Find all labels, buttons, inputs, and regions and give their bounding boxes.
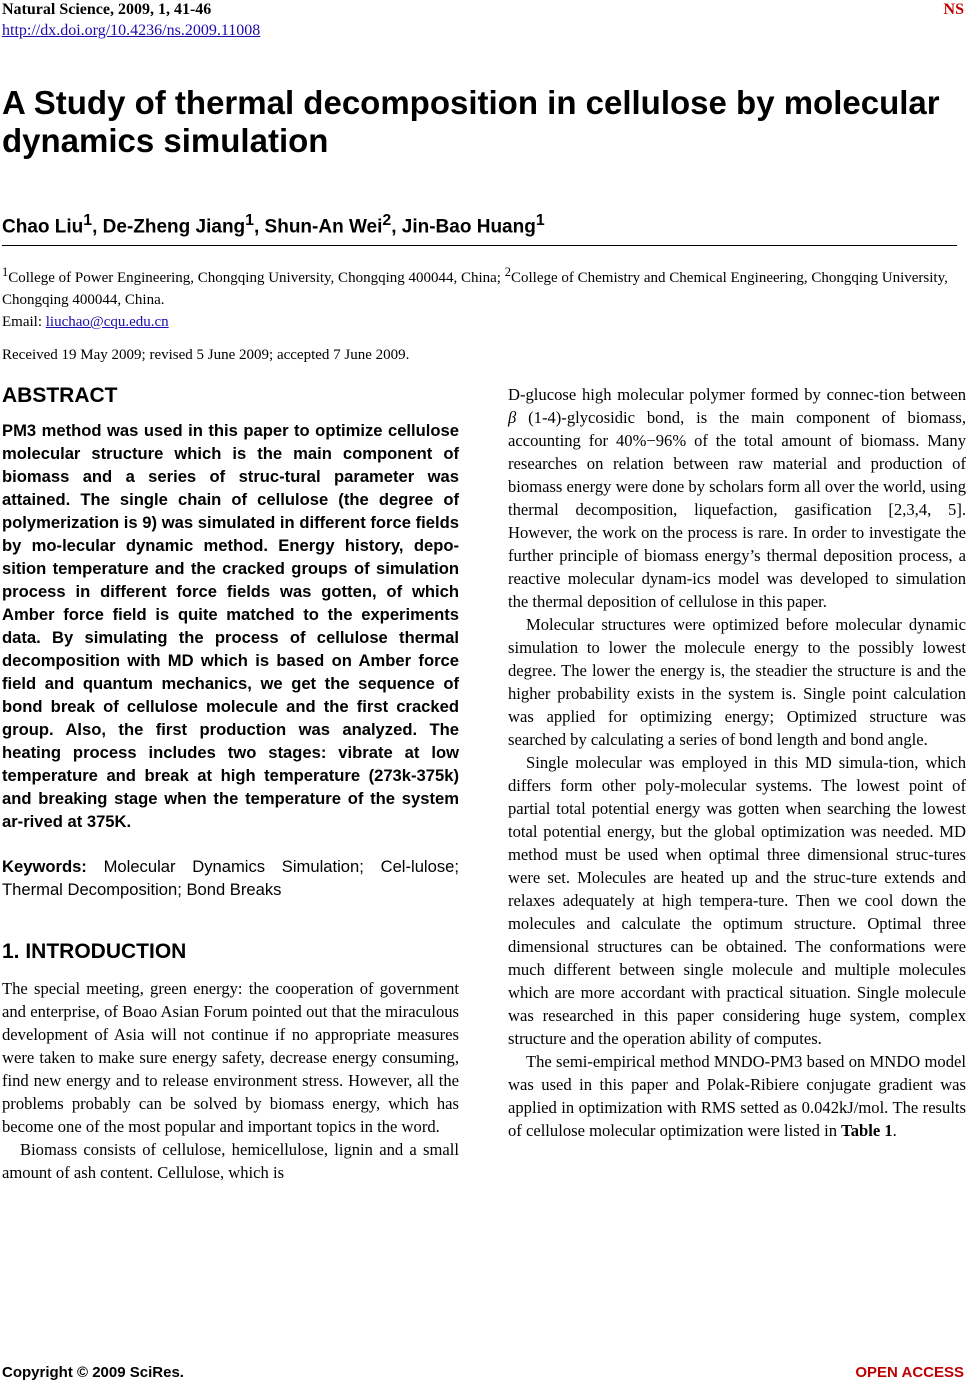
author-list: Chao Liu$^1$, De-Zheng Jiang$^1$, Shun-An Wei$^2$, Jin-Bao Huang$^1$ bbox=[2, 212, 545, 238]
keywords bbox=[2, 855, 459, 901]
author-name: Chao Liu bbox=[2, 216, 84, 238]
title-divider bbox=[2, 245, 957, 246]
author-affiliation-sup: 1 bbox=[535, 212, 545, 229]
email-label: Email: bbox=[2, 314, 42, 330]
author-affiliation-sup: 2 bbox=[382, 212, 392, 229]
open-access-footer: OPEN ACCESS bbox=[855, 1364, 964, 1381]
affiliation-2: College of Chemistry and Chemical Engineering, Chongqing University, Chongqing 400044, China. bbox=[2, 270, 948, 308]
email-link[interactable]: liuchao@cqu.edu.cn bbox=[45, 314, 169, 330]
right-column bbox=[508, 383, 966, 1142]
author-affiliation-sup: 1 bbox=[83, 212, 93, 229]
right-paragraph-1a: D-glucose high molecular polymer formed by connec-tion between bbox=[508, 385, 966, 404]
introduction-heading: 1. INTRODUCTION bbox=[2, 940, 187, 963]
doi-link[interactable]: http://dx.doi.org/10.4236/ns.2009.11008 bbox=[2, 22, 261, 39]
affiliation-sup: 1 bbox=[2, 265, 9, 279]
right-paragraph-3: Single molecular was employed in this MD simula-tion, which differs form other poly-molecular systems. The lowest point of partial total potential energy was gotten when searching the lowest total potential energy, but the global optimization was needed. MD method must be used when optimal three dimensional struc-tures were set. Molecules are heated up and the struc-ture extends and relaxes adequately at high tempera-ture. Then we cool down the molecules and calculate the optimum structure. Optimal three dimensional structures can be obtained. The conformations were much different between single molecule and multiple molecules which are more accordant with practical situation. Single molecule was researched in this paper considering huge system, complex structure and the operation ability of computes. bbox=[508, 753, 966, 1048]
paper-title: A Study of thermal decomposition in cellulose by molecular dynamics simulation bbox=[2, 84, 940, 159]
beta-symbol: β bbox=[508, 408, 517, 427]
journal-citation: Natural Science, 2009, 1, 41-46 bbox=[2, 1, 212, 18]
abstract-text: PM3 method was used in this paper to optimize cellulose molecular structure which is the main component of biomass and a series of struc-tural parameter was attained. The single chain of cellulose (the degree of polymerization is 9) was simulated in different force fields by mo-lecular dynamic method. Energy history, depo-sition temperature and the cracked groups of simulation process in different force fields was gotten, of which Amber force field is quite matched to the experiments data. By simulating the process of cellulose thermal decomposition with MD which is based on Amber force field and quantum mechanics, we get the sequence of bond break of cellulose molecule and the first cracked group. Also, the first production was analyzed. The heating process includes two stages: vibrate at low temperature and break at high temperature (273k-375k) and breaking stage when the temperature of the system ar-rived at 375K. bbox=[2, 421, 459, 831]
right-paragraph-4 bbox=[508, 1050, 966, 1142]
journal-logo-text: NS bbox=[943, 1, 964, 18]
left-column bbox=[2, 383, 459, 1184]
right-paragraph-1b: (1-4)-glycosidic bond, is the main component of biomass, accounting for 40%−96% of the total amount of biomass. Many researches on relation between raw material and production of biomass energy were done by scholars form all over the world, using thermal decomposition, liquefaction, gasification [2,3,4, 5]. However, the work on the process is rare. In order to investigate the further principle of biomass energy’s thermal deposition process, a reactive molecular dynam-ics model was developed to simulation the thermal deposition of cellulose in this paper. bbox=[508, 408, 966, 611]
intro-paragraph-2: Biomass consists of cellulose, hemicellulose, lignin and a small amount of ash content. Cellulose, which is bbox=[2, 1140, 459, 1182]
author-name: De-Zheng Jiang bbox=[102, 216, 246, 238]
author-name: Jin-Bao Huang bbox=[401, 216, 536, 238]
keywords-label: Keywords: bbox=[2, 857, 87, 876]
keywords-text: Molecular Dynamics Simulation; Cel-lulose; Thermal Decomposition; Bond Breaks bbox=[2, 857, 459, 899]
affiliation-1: College of Power Engineering, Chongqing University, Chongqing 400044, China; bbox=[8, 270, 501, 286]
abstract-heading: ABSTRACT bbox=[2, 384, 118, 407]
intro-paragraph-1: The special meeting, green energy: the cooperation of government and enterprise, of Boao Asian Forum pointed out that the miraculous development of Asia will not continue if no appropriate measures were taken to make sure energy safety, decrease energy consuming, find new energy and to release environment stress. However, all the problems probably can be solved by biomass energy, which has become one of the most popular and important topics in the word. bbox=[2, 979, 459, 1136]
table-reference[interactable]: Table 1 bbox=[841, 1121, 893, 1140]
received-dates: Received 19 May 2009; revised 5 June 2009; accepted 7 June 2009. bbox=[2, 347, 410, 363]
right-paragraph-4a: The semi-empirical method MNDO-PM3 based on MNDO model was used in this paper and Polak-Ribiere conjugate gradient was applied in optimization with RMS setted as 0.042kJ/mol. The results of cellulose molecular optimization were listed in bbox=[508, 1052, 966, 1140]
author-name: Shun-An Wei bbox=[264, 216, 383, 238]
affiliation-sup: 2 bbox=[504, 265, 511, 279]
author-affiliation-sup: 1 bbox=[245, 212, 254, 229]
affiliations bbox=[2, 261, 967, 333]
right-paragraph-2: Molecular structures were optimized before molecular dynamic simulation to lower the molecule energy to the possibly lowest degree. The lower the energy is, the steadier the structure is and the higher probability exists in the system is. Single point calculation was applied for optimizing energy; Optimized structure was searched by calculating a series of bond length and bond angle. bbox=[508, 615, 966, 749]
copyright-footer: Copyright © 2009 SciRes. bbox=[2, 1364, 184, 1381]
right-paragraph-1 bbox=[508, 383, 966, 613]
right-paragraph-4-end: . bbox=[892, 1121, 897, 1140]
